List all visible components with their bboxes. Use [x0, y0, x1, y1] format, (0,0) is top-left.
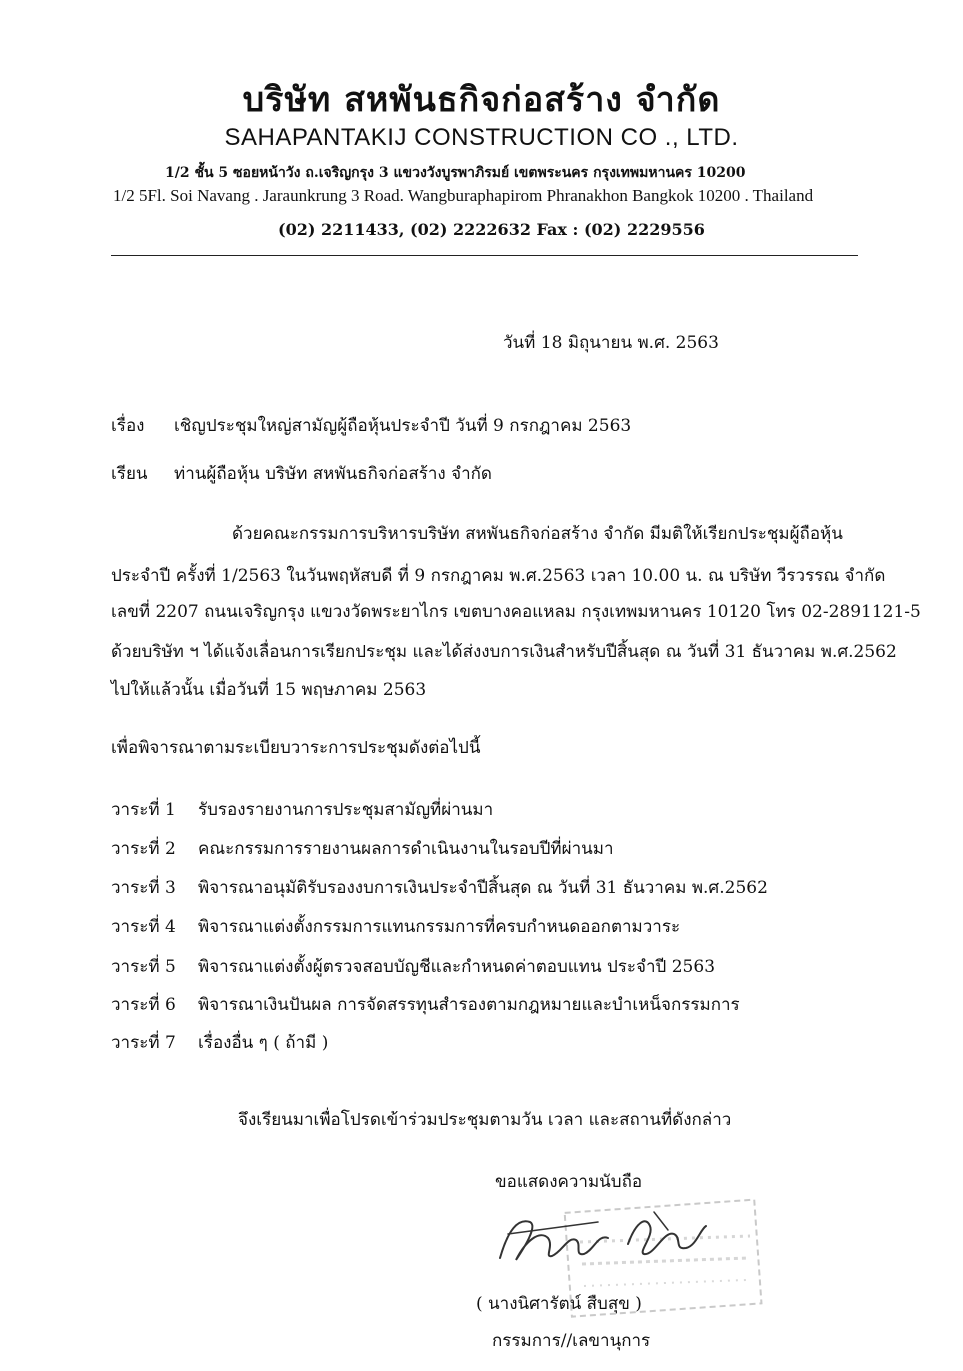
subject-label: เรื่อง [111, 416, 145, 436]
regards-line: ขอแสดงความนับถือ [495, 1172, 643, 1192]
agenda-item-text: เรื่องอื่น ๆ ( ถ้ามี ) [198, 1033, 329, 1053]
agenda-item-text: รับรองรายงานการประชุมสามัญที่ผ่านมา [198, 800, 494, 820]
body-line: ด้วยคณะกรรมการบริหารบริษัท สหพันธกิจก่อสร้าง จำกัด มีมติให้เรียกประชุมผู้ถือหุ้น [232, 524, 843, 544]
agenda-number: วาระที่ 1 [111, 800, 176, 820]
recipient-text: ท่านผู้ถือหุ้น บริษัท สหพันธกิจก่อสร้าง จำกัด [174, 464, 492, 484]
handwritten-signature [478, 1200, 718, 1280]
company-name-thai: บริษัท สหพันธกิจก่อสร้าง จำกัด [242, 80, 721, 120]
signer-position: กรรมการ//เลขานุการ [492, 1331, 651, 1351]
body-line: ไปให้แล้วนั้น เมื่อวันที่ 15 พฤษภาคม 2563 [111, 680, 427, 700]
body-line: เลขที่ 2207 ถนนเจริญกรุง แขวงวัดพระยาไกร เขตบางคอแหลม กรุงเทพมหานคร 10120 โทร 02-2891121-5 [111, 602, 921, 622]
recipient-label: เรียน [111, 464, 148, 484]
agenda-number: วาระที่ 6 [111, 995, 176, 1015]
closing-line: จึงเรียนมาเพื่อโปรดเข้าร่วมประชุมตามวัน เวลา และสถานที่ดังกล่าว [238, 1110, 732, 1130]
letter-date: วันที่ 18 มิถุนายน พ.ศ. 2563 [503, 333, 719, 353]
body-line: ด้วยบริษัท ฯ ได้แจ้งเลื่อนการเรียกประชุม และได้ส่งงบการเงินสำหรับปีสิ้นสุด ณ วันที่ 31 ธันวาคม พ.ศ.2562 [111, 642, 897, 662]
agenda-number: วาระที่ 2 [111, 839, 176, 859]
agenda-number: วาระที่ 5 [111, 957, 176, 977]
letterhead-divider [111, 255, 858, 256]
body-line: ประจำปี ครั้งที่ 1/2563 ในวันพฤหัสบดี ที่ 9 กรกฎาคม พ.ศ.2563 เวลา 10.00 น. ณ บริษัท วีรวรรณ จำกัด [111, 566, 886, 586]
agenda-intro: เพื่อพิจารณาตามระเบียบวาระการประชุมดังต่อไปนี้ [111, 738, 481, 758]
agenda-number: วาระที่ 3 [111, 878, 176, 898]
signer-name: ( นางนิศารัตน์ สืบสุข ) [476, 1294, 642, 1314]
agenda-item-text: พิจารณาอนุมัติรับรองงบการเงินประจำปีสิ้นสุด ณ วันที่ 31 ธันวาคม พ.ศ.2562 [198, 878, 768, 898]
agenda-item-text: พิจารณาแต่งตั้งผู้ตรวจสอบบัญชีและกำหนดค่าตอบแทน ประจำปี 2563 [198, 957, 716, 977]
agenda-number: วาระที่ 4 [111, 917, 176, 937]
agenda-item-text: คณะกรรมการรายงานผลการดำเนินงานในรอบปีที่ผ่านมา [198, 839, 614, 859]
agenda-item-text: พิจารณาแต่งตั้งกรรมการแทนกรรมการที่ครบกำหนดออกตามวาระ [198, 917, 681, 937]
address-thai: 1/2 ชั้น 5 ซอยหน้าวัง ถ.เจริญกรุง 3 แขวงวังบูรพาภิรมย์ เขตพระนคร กรุงเทพมหานคร 10200 [165, 165, 746, 181]
company-name-english: SAHAPANTAKIJ CONSTRUCTION CO ., LTD. [224, 124, 739, 151]
agenda-number: วาระที่ 7 [111, 1033, 176, 1053]
address-english: 1/2 5Fl. Soi Navang . Jaraunkrung 3 Road. Wangburaphapirom Phranakhon Bangkok 10200 . Thailand [113, 186, 814, 205]
subject-text: เชิญประชุมใหญ่สามัญผู้ถือหุ้นประจำปี วันที่ 9 กรกฎาคม 2563 [174, 416, 632, 436]
agenda-item-text: พิจารณาเงินปันผล การจัดสรรทุนสำรองตามกฎหมายและบำเหน็จกรรมการ [198, 995, 740, 1015]
phone-fax-line: (02) 2211433, (02) 2222632 Fax : (02) 2229556 [278, 220, 705, 239]
